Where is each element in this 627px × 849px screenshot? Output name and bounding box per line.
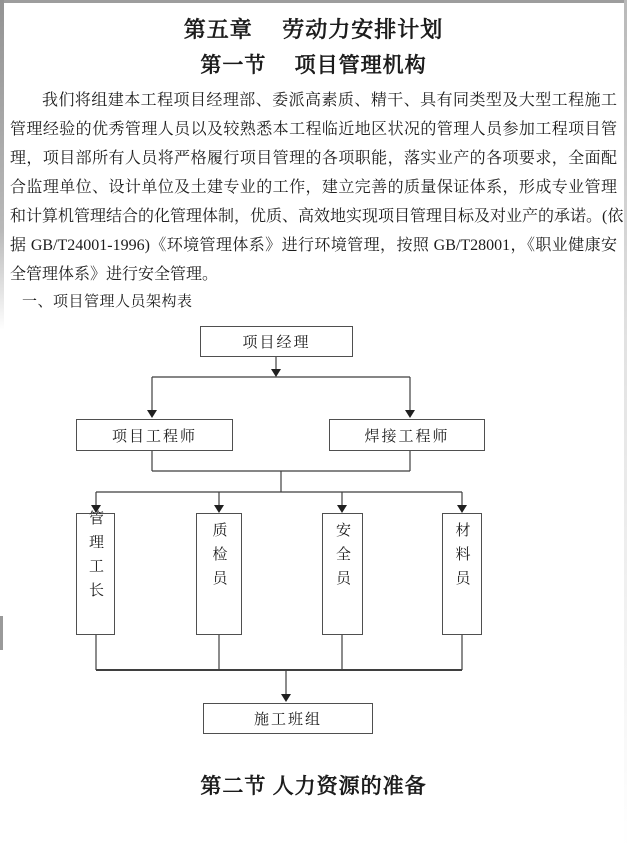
org-box-label: 材料员 — [453, 522, 470, 594]
paragraph-line: 全管理体系》进行安全管理。 — [10, 266, 219, 283]
org-box-management-foreman — [76, 510, 115, 635]
org-box-material-clerk — [442, 513, 482, 635]
org-box-label: 管理工长 — [87, 510, 103, 606]
body-paragraph — [10, 86, 624, 289]
paragraph-line: 管理经验的优秀管理人员以及较熟悉本工程临近地区状况的管理人员参加工程项目管 — [10, 121, 617, 138]
paragraph-line: 和计算机管理结合的化管理体制，优质、高效地实现项目管理目标及对业产的承诺。(依 — [10, 208, 624, 225]
org-box-label: 施工班组 — [253, 712, 322, 728]
scan-edge-top — [0, 0, 627, 3]
org-box-quality-inspector — [196, 513, 242, 635]
org-chart — [0, 318, 627, 748]
org-box-project-engineer — [76, 419, 233, 451]
org-box-safety-officer — [322, 513, 363, 635]
org-box-label: 项目经理 — [242, 335, 311, 351]
paragraph-line: 据 GB/T24001-1996)《环境管理体系》进行环境管理，按照 GB/T28001，《职业健康安 — [10, 237, 617, 254]
paragraph-line: 理，项目部所有人员将严格履行项目管理的各项职能，落实业产的各项要求，全面配 — [10, 150, 617, 167]
org-box-label: 质检员 — [210, 522, 227, 594]
section-1-title: 第一节 项目管理机构 — [200, 53, 427, 77]
org-box-label: 焊接工程师 — [364, 428, 450, 445]
chapter-title: 第五章 劳动力安排计划 — [183, 17, 444, 42]
paragraph-line: 我们将组建本工程项目经理部、委派高素质、精干、具有同类型及大型工程施工 — [42, 92, 617, 109]
org-box-label: 安全员 — [334, 522, 350, 594]
section-2-title: 第二节 人力资源的准备 — [200, 774, 427, 798]
org-box-project-manager — [200, 326, 353, 357]
org-box-construction-team — [203, 703, 373, 734]
list-heading: 一、项目管理人员架构表 — [22, 294, 193, 310]
paragraph-line: 合监理单位、设计单位及土建专业的工作，建立完善的质量保证体系，形成专业管理 — [10, 179, 617, 196]
org-box-welding-engineer — [329, 419, 485, 451]
org-box-label: 项目工程师 — [111, 428, 197, 445]
